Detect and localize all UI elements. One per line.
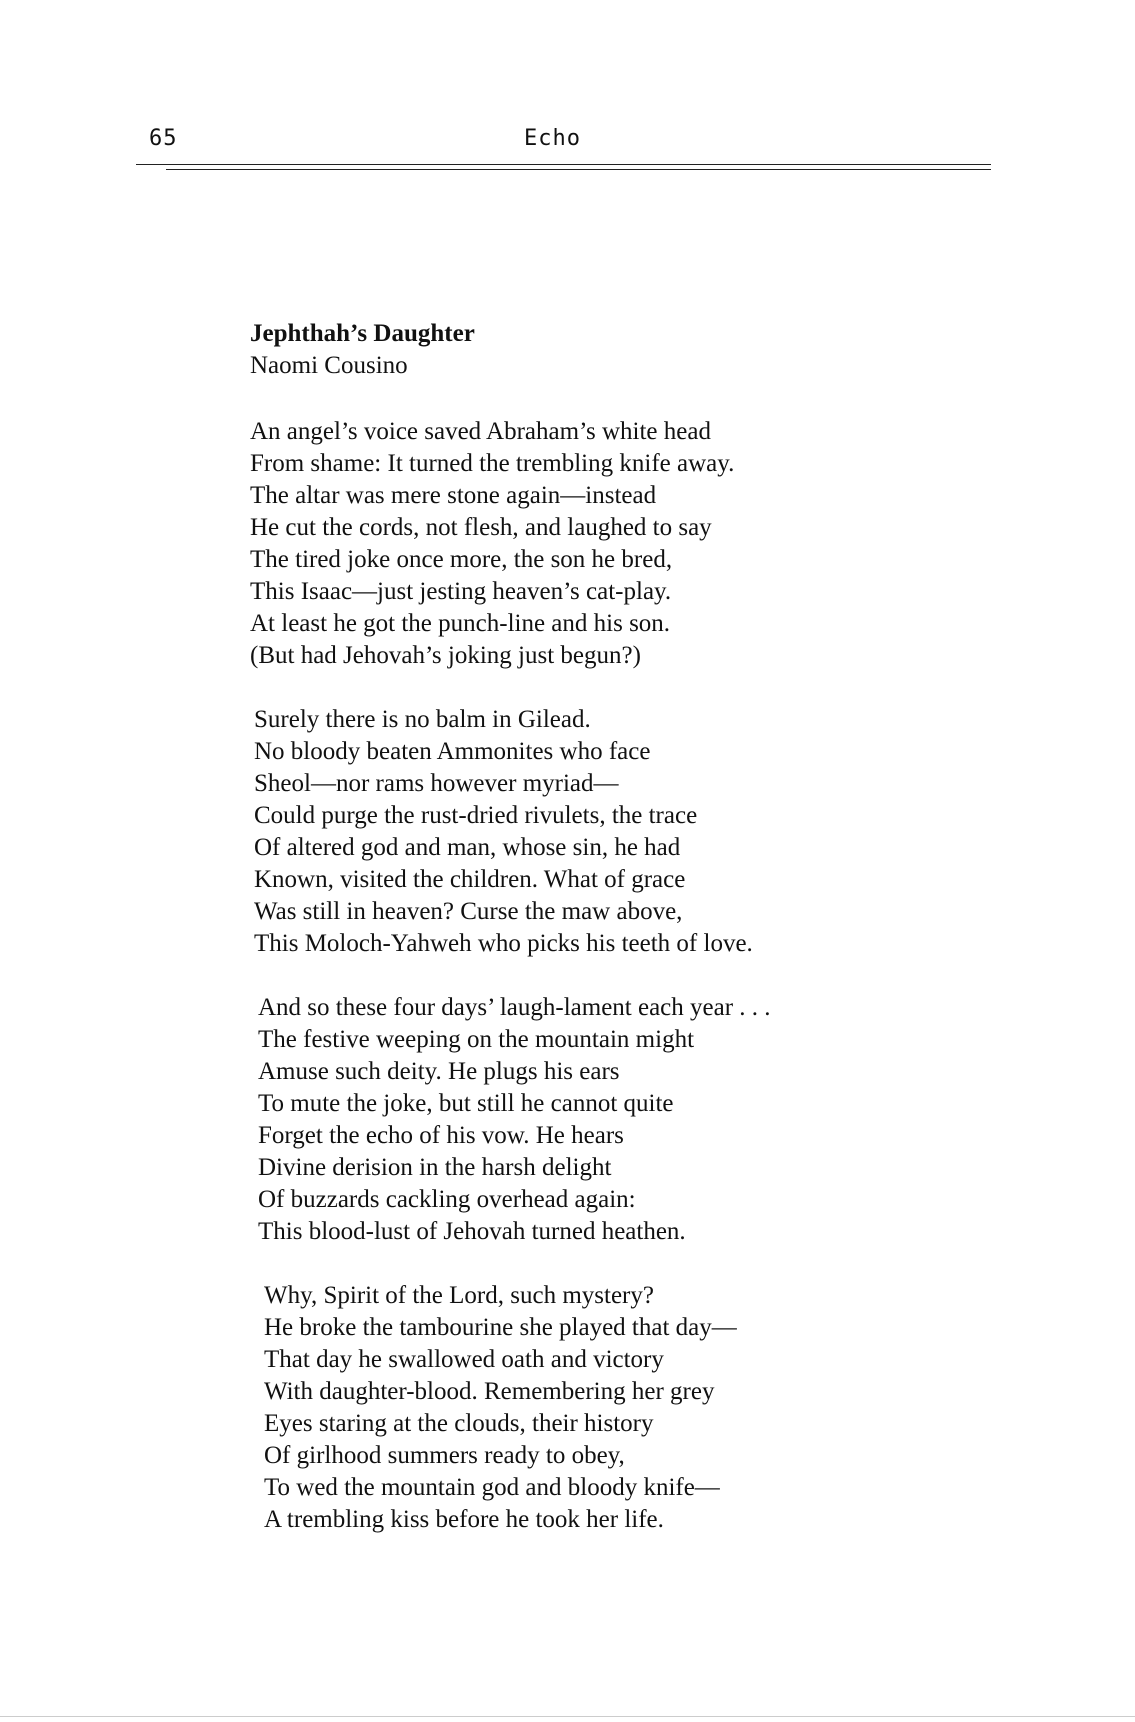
poem-line: Surely there is no balm in Gilead. <box>254 706 591 733</box>
poem-line: At least he got the punch-line and his son. <box>250 610 671 637</box>
poem-line: Was still in heaven? Curse the maw above, <box>254 898 683 925</box>
poem <box>250 318 950 1568</box>
header-rule-top <box>136 164 991 165</box>
poem-body <box>250 416 950 1536</box>
page-bottom-edge <box>0 1716 1135 1717</box>
poem-line: Of altered god and man, whose sin, he had <box>254 834 681 861</box>
poem-line: To wed the mountain god and bloody knife— <box>264 1474 720 1501</box>
poem-line: With daughter-blood. Remembering her grey <box>264 1378 715 1405</box>
poem-line: No bloody beaten Ammonites who face <box>254 738 651 765</box>
stanza <box>264 1280 950 1536</box>
running-title: Echo <box>524 126 581 151</box>
stanza <box>258 992 950 1248</box>
poem-line: An angel’s voice saved Abraham’s white head <box>250 418 711 445</box>
poem-line: Eyes staring at the clouds, their history <box>264 1410 654 1437</box>
poem-title: Jephthah’s Daughter <box>250 320 475 347</box>
poem-line: Of buzzards cackling overhead again: <box>258 1186 636 1213</box>
poem-line: A trembling kiss before he took her life. <box>264 1506 664 1533</box>
poem-line: This Isaac—just jesting heaven’s cat-play. <box>250 578 672 605</box>
poem-line: From shame: It turned the trembling knife away. <box>250 450 735 477</box>
poem-line: Forget the echo of his vow. He hears <box>258 1122 624 1149</box>
poem-line: Could purge the rust-dried rivulets, the trace <box>254 802 698 829</box>
header-rule-bottom <box>166 169 991 170</box>
poem-line: (But had Jehovah’s joking just begun?) <box>250 642 641 669</box>
stanza <box>250 416 950 672</box>
poem-author: Naomi Cousino <box>250 352 408 379</box>
poem-line: Known, visited the children. What of grace <box>254 866 686 893</box>
poem-line: He broke the tambourine she played that day— <box>264 1314 737 1341</box>
poem-line: The tired joke once more, the son he bred, <box>250 546 673 573</box>
poem-line: He cut the cords, not flesh, and laughed to say <box>250 514 712 541</box>
poem-line: Of girlhood summers ready to obey, <box>264 1442 625 1469</box>
poem-line: The altar was mere stone again—instead <box>250 482 657 509</box>
poem-line: And so these four days’ laugh-lament each year . . . <box>258 994 771 1021</box>
running-header <box>136 122 991 162</box>
poem-line: Why, Spirit of the Lord, such mystery? <box>264 1282 654 1309</box>
poem-line: Sheol—nor rams however myriad— <box>254 770 619 797</box>
page-number: 65 <box>149 126 178 151</box>
poem-line: That day he swallowed oath and victory <box>264 1346 664 1373</box>
poem-line: Amuse such deity. He plugs his ears <box>258 1058 620 1085</box>
stanza <box>254 704 950 960</box>
poem-line: The festive weeping on the mountain might <box>258 1026 695 1053</box>
poem-line: Divine derision in the harsh delight <box>258 1154 612 1181</box>
poem-line: To mute the joke, but still he cannot quite <box>258 1090 674 1117</box>
poem-line: This Moloch-Yahweh who picks his teeth of love. <box>254 930 753 957</box>
poem-line: This blood-lust of Jehovah turned heathen. <box>258 1218 686 1245</box>
